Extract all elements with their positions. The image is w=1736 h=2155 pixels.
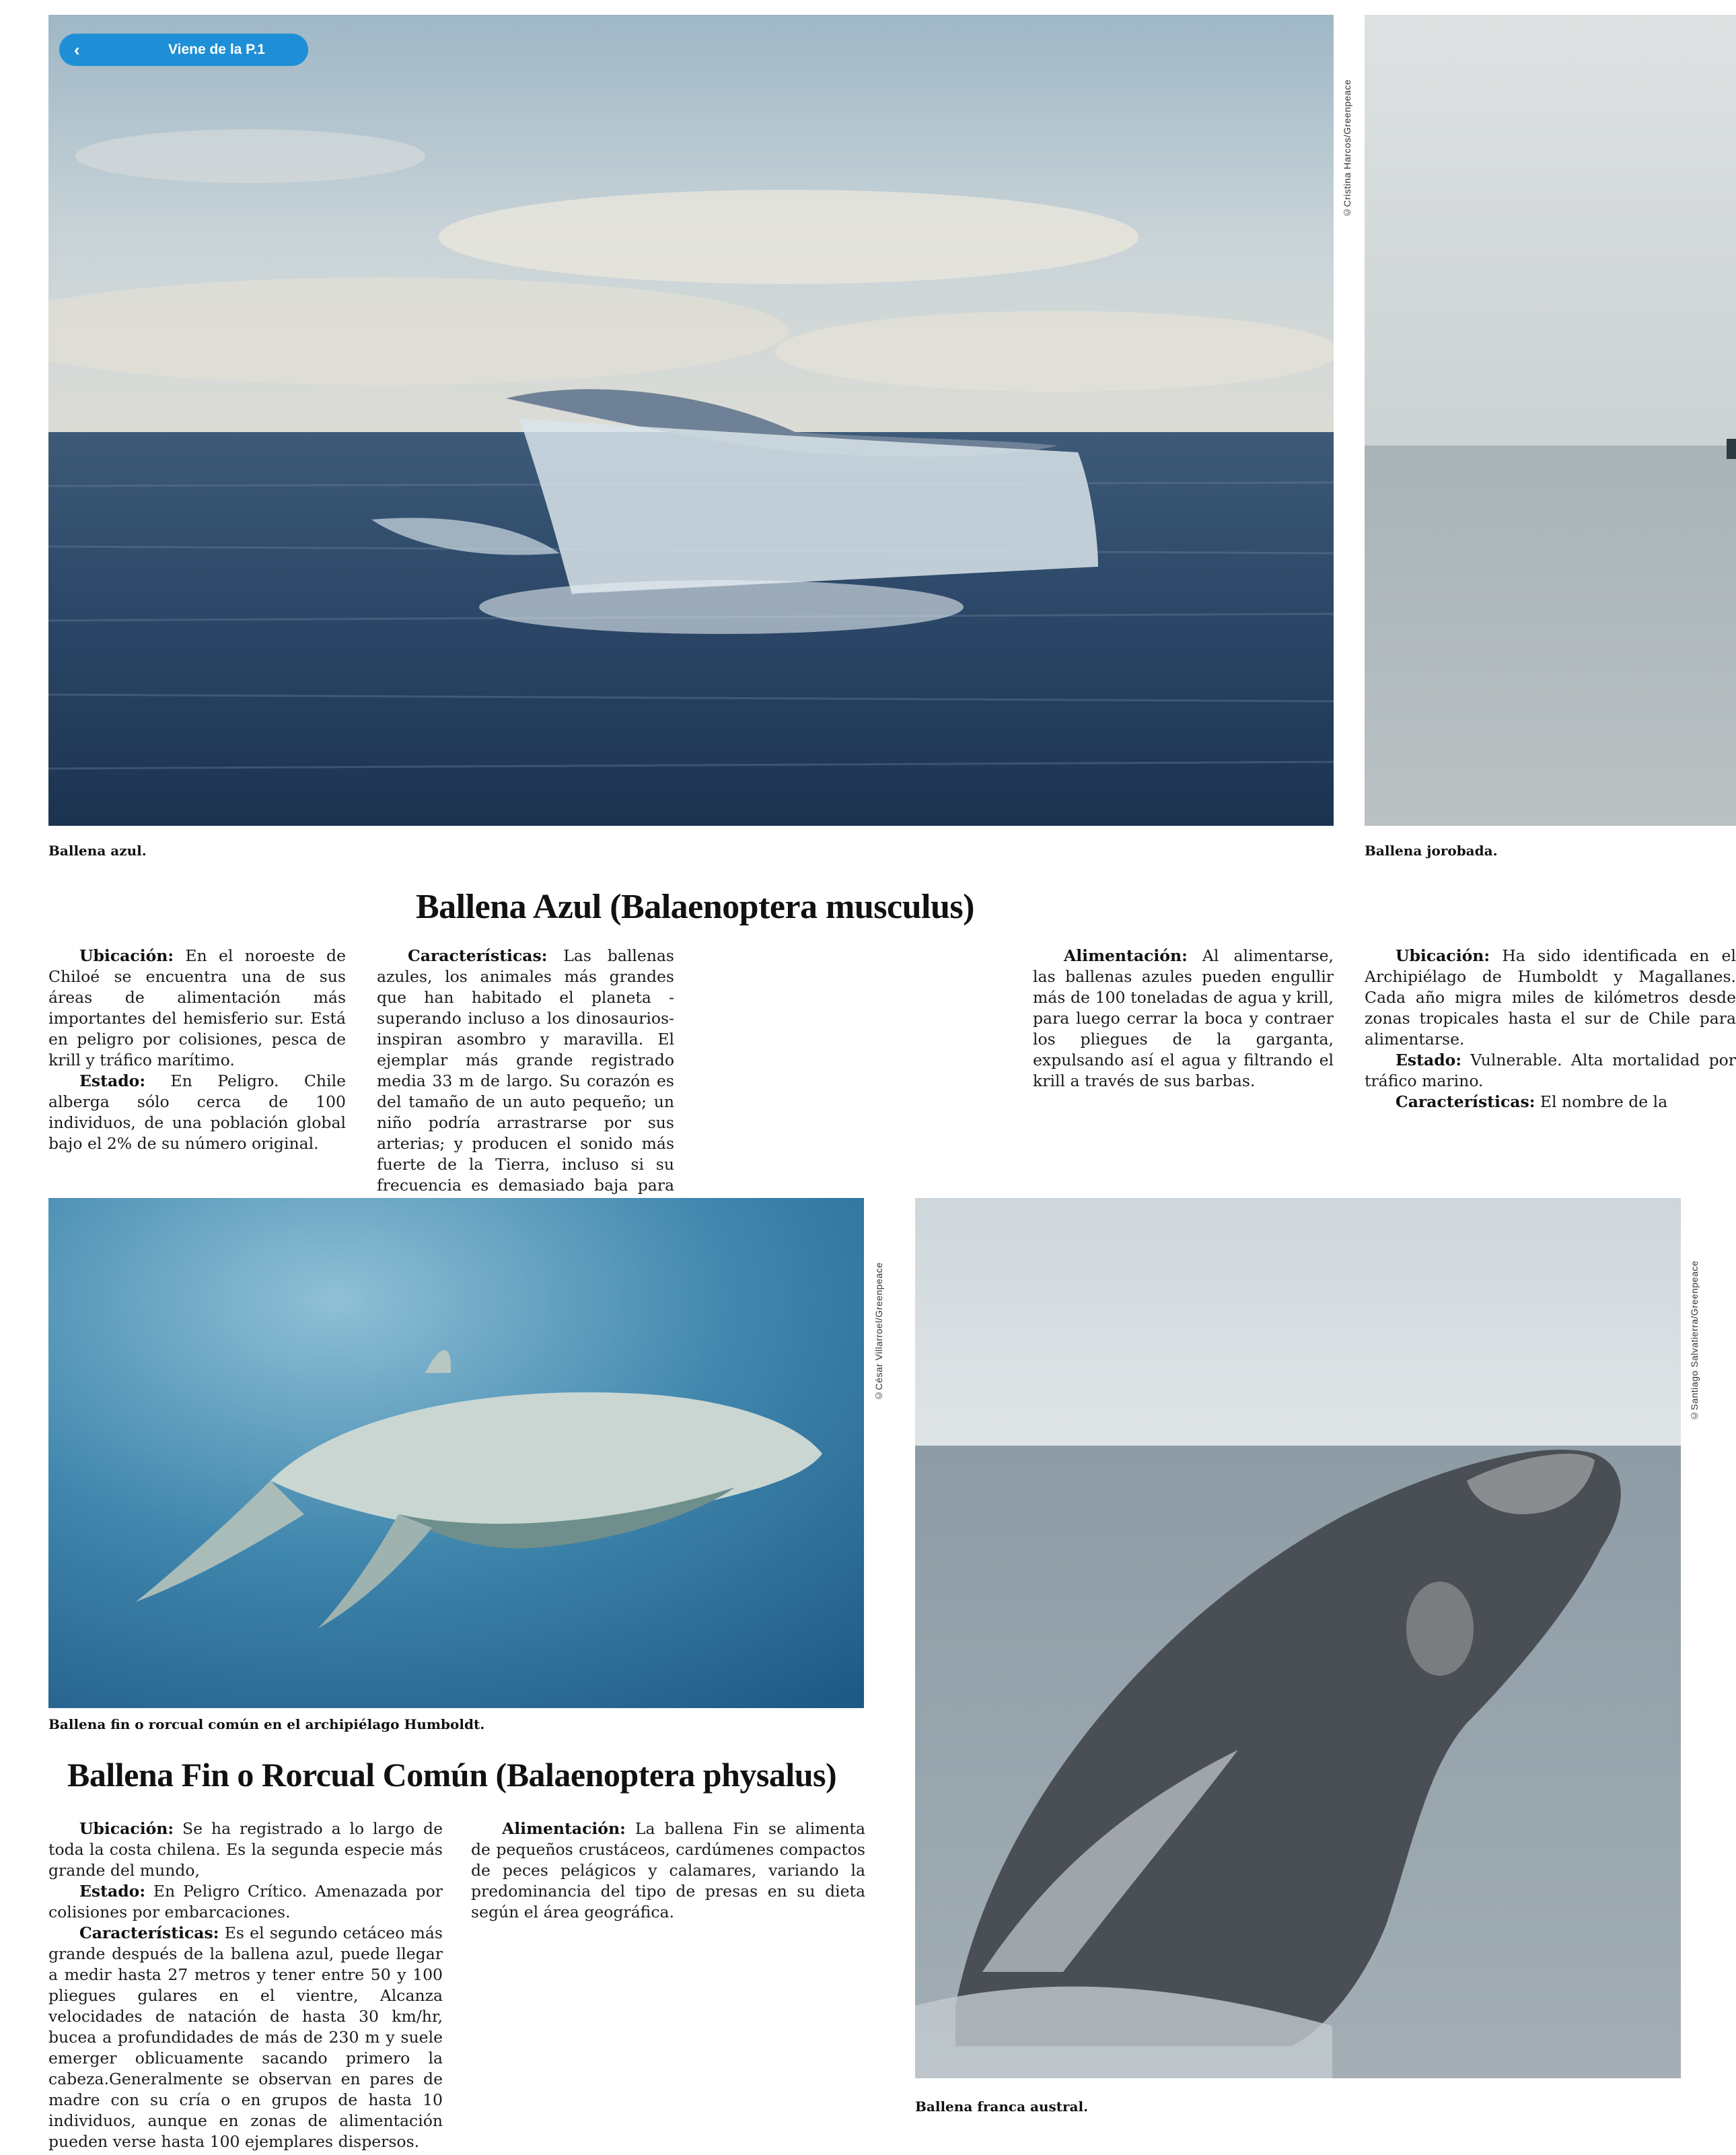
blue-article-column-4	[1033, 946, 1334, 1092]
chevron-left-icon: ‹	[74, 39, 80, 60]
fin-caracteristicas-text: Es el segundo cetáceo más grande después de la ballena azul, puede llegar a medir hasta 27 metros y tener entre 50 y 100 pliegues gulares en el vientre, Alcanza velocidades de natación de hasta 30 km/hr, bucea a profundidades de más de 230 m y suele emerger oblicuamente sacando primero la cabeza.Generalmente se observan en pares de madre con su cría o en grupos de hasta 10 individuos, aunque en zonas de alimentación pueden verse hasta 100 ejemplares dispersos.	[48, 1923, 443, 2151]
humpback-ubicacion-text: Ha sido identificada en el Archipiélago de Humboldt y Magallanes. Cada año migra miles de kilómetros desde zonas tropicales hasta el sur de Chile para alimentarse.	[1365, 946, 1736, 1049]
fin-caracteristicas-label: Características:	[79, 1923, 219, 1942]
back-link-pill[interactable]	[59, 34, 308, 66]
right-photo-credit: ©Santiago Salvatierra/Greenpeace	[1689, 1260, 1700, 1421]
blue-estado-text: En Peligro. Chile alberga sólo cerca de 100 individuos, de una población global bajo el 2% de su número original.	[48, 1071, 346, 1153]
fin-photo-caption: Ballena fin o rorcual común en el archipiélago Humboldt.	[48, 1716, 485, 1732]
fin-whale-photo	[48, 1198, 864, 1708]
blue-ubicacion-text: En el noroeste de Chiloé se encuentra una de sus áreas de alimentación más importantes del hemisferio sur. Está en peligro por colisiones, pesca de krill y tráfico marítimo.	[48, 946, 346, 1069]
blue-alimentacion-label: Alimentación:	[1064, 946, 1188, 965]
fin-estado-text: En Peligro Crítico. Amenazada por colisiones por embarcaciones.	[48, 1882, 443, 1921]
blue-whale-photo	[48, 15, 1334, 826]
humpback-ubicacion-label: Ubicación:	[1396, 946, 1490, 965]
right-photo-caption: Ballena franca austral.	[915, 2098, 1089, 2115]
fin-article-column-2	[471, 1818, 865, 1923]
fin-ubicacion-text: Se ha registrado a lo largo de toda la costa chilena. Es la segunda especie más grande del mundo,	[48, 1819, 443, 1880]
blue-estado-label: Estado:	[79, 1071, 146, 1090]
blue-article-headline: Ballena Azul (Balaenoptera musculus)	[416, 888, 974, 926]
humpback-estado-text: Vulnerable. Alta mortalidad por tráfico marino.	[1365, 1051, 1736, 1090]
blue-article-column-1	[48, 946, 346, 1154]
fin-alimentacion-text: La ballena Fin se alimenta de pequeños crustáceos, cardúmenes compactos de peces pelágicos y calamares, variando la predominancia del tipo de presas en su dieta según el área geográfica.	[471, 1819, 865, 1921]
fin-ubicacion-label: Ubicación:	[79, 1819, 174, 1838]
fin-article-headline: Ballena Fin o Rorcual Común (Balaenoptera physalus)	[67, 1756, 837, 1794]
blue-ubicacion-label: Ubicación:	[79, 946, 174, 965]
humpback-caracteristicas-text: El nombre de la	[1535, 1092, 1668, 1111]
blue-article-column-2	[377, 946, 674, 1217]
fin-article-column-1	[48, 1818, 443, 2152]
humpback-photo-caption: Ballena jorobada.	[1365, 843, 1498, 859]
humpback-estado-label: Estado:	[1396, 1051, 1462, 1069]
blue-alimentacion-text: Al alimentarse, las ballenas azules pueden engullir más de 100 toneladas de agua y krill, para luego cerrar la boca y contraer los pliegues de la garganta, expulsando así el agua y filtrando el krill a través de sus barbas.	[1033, 946, 1334, 1090]
blue-caracteristicas-text: Las ballenas azules, los animales más grandes que han habitado el planeta -superando incluso a los dinosaurios- inspiran asombro y maravilla. El ejemplar más grande registrado media 33 m de largo. Su corazón es del tamaño de un auto pequeño; un niño podría arrastrarse por sus arterias; y producen el sonido más fuerte de la Tierra, incluso si su frecuencia es demasiado baja para	[377, 946, 674, 1195]
blue-photo-credit: ©Cristina Harcos/Greenpeace	[1342, 79, 1352, 218]
fin-photo-credit: ©César Villarroel/Greenpeace	[873, 1262, 884, 1401]
fin-estado-label: Estado:	[79, 1882, 146, 1901]
humpback-whale-photo	[1365, 15, 1736, 826]
humpback-article-column	[1365, 946, 1736, 1112]
blue-photo-caption: Ballena azul.	[48, 843, 147, 859]
right-whale-photo	[915, 1198, 1681, 2078]
blue-caracteristicas-label: Características:	[408, 946, 548, 965]
humpback-caracteristicas-label: Características:	[1396, 1092, 1535, 1111]
fin-alimentacion-label: Alimentación:	[502, 1819, 626, 1838]
back-link-label: Viene de la P.1	[168, 42, 265, 57]
